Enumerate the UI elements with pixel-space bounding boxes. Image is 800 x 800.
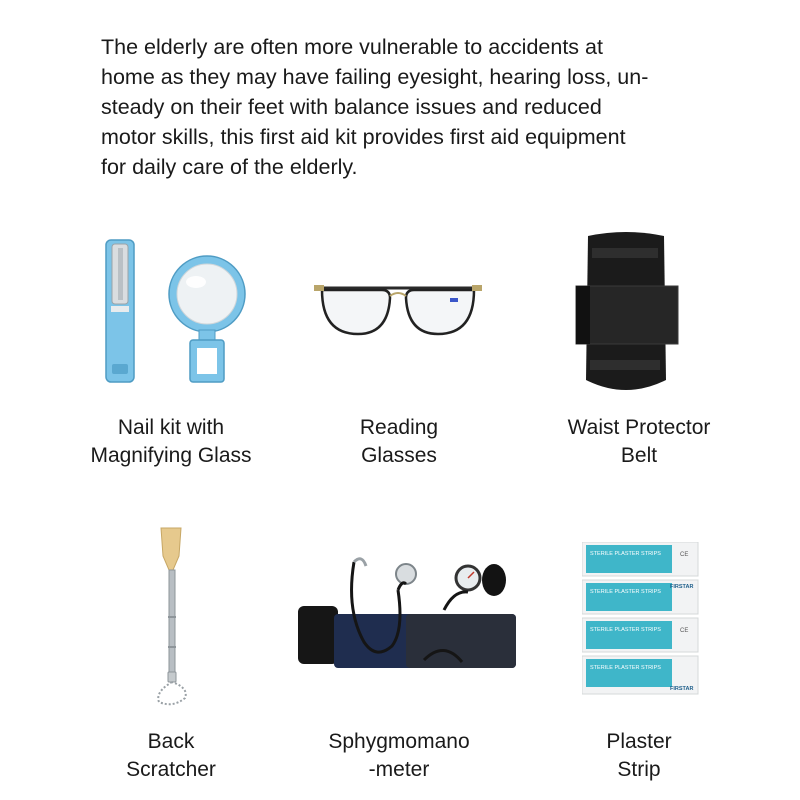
product-label xyxy=(509,414,769,470)
plaster-title-text: STERILE PLASTER STRIPS xyxy=(590,589,661,595)
product-label-line: Scratcher xyxy=(126,758,216,781)
product-label-line: Plaster xyxy=(606,730,672,753)
plaster-ce-mark: CE xyxy=(680,628,689,634)
sphygmomanometer-image xyxy=(294,550,524,685)
product-label-line: Sphygmomano xyxy=(328,730,470,753)
product-label-line: Waist Protector xyxy=(567,416,711,439)
plaster-title-text: STERILE PLASTER STRIPS xyxy=(590,665,661,671)
intro-line: motor skills, this first aid kit provides first aid equipment xyxy=(101,125,626,149)
plaster-brand-text: FIRSTAR xyxy=(670,686,694,692)
intro-line: for daily care of the elderly. xyxy=(101,155,358,179)
product-label-line: -meter xyxy=(368,758,430,781)
product-label-line: Strip xyxy=(617,758,661,781)
product-label xyxy=(269,414,529,470)
reading-glasses-image xyxy=(312,280,484,344)
product-label xyxy=(41,414,301,470)
product-label-line: Glasses xyxy=(361,444,437,467)
product-label-line: Nail kit with xyxy=(117,416,225,439)
intro-line: The elderly are often more vulnerable to accidents at xyxy=(101,35,603,59)
plaster-title-text: STERILE PLASTER STRIPS xyxy=(590,551,661,557)
product-label xyxy=(269,728,529,784)
product-label-line: Magnifying Glass xyxy=(90,444,252,467)
intro-line: steady on their feet with balance issues and reduced xyxy=(101,95,602,119)
product-label xyxy=(41,728,301,784)
product-label xyxy=(509,728,769,784)
product-label-line: Belt xyxy=(620,444,658,467)
plaster-title-text: STERILE PLASTER STRIPS xyxy=(590,627,661,633)
plaster-ce-mark: CE xyxy=(680,552,689,558)
nail-kit-magnifier-image xyxy=(100,236,250,386)
back-scratcher-image xyxy=(145,526,199,708)
waist-belt-image xyxy=(566,230,686,400)
plaster-brand-text: FIRSTAR xyxy=(670,584,694,590)
product-label-line: Back xyxy=(147,730,195,753)
product-label-line: Reading xyxy=(359,416,439,439)
intro-line: home as they may have failing eyesight, hearing loss, un- xyxy=(101,65,649,89)
plaster-strip-image xyxy=(582,542,700,698)
